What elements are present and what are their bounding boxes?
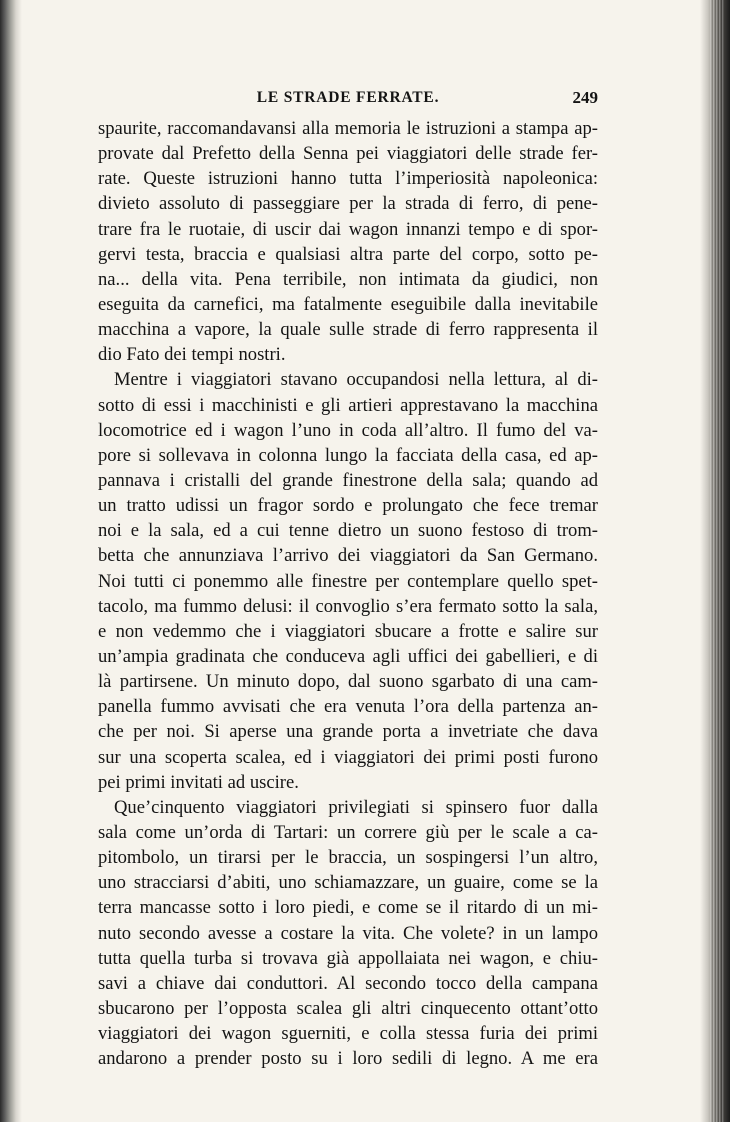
text-line: pei primi invitati ad uscire. bbox=[98, 771, 299, 793]
text-line: macchina a vapore, la quale sulle strade di ferro rappresenta il bbox=[98, 319, 598, 341]
text-line: sbucarono per l’opposta scalea gli altri cinquecento ottant’otto bbox=[98, 997, 598, 1019]
text-line: andarono a prender posto su i loro sedili di legno. A me era bbox=[98, 1048, 598, 1070]
text-line: nuto secondo avesse a costare la vita. Che volete? in un lampo bbox=[98, 922, 598, 944]
page-header bbox=[98, 89, 598, 111]
text-line: betta che annunziava l’arrivo dei viaggiatori da San Germano. bbox=[98, 545, 598, 567]
text-line: tacolo, ma fummo delusi: il convoglio s’era fermato sotto la sala, bbox=[98, 595, 598, 617]
text-line: dio Fato dei tempi nostri. bbox=[98, 344, 286, 366]
text-line: pannava i cristalli del grande finestrone della sala; quando ad bbox=[98, 469, 598, 491]
text-line: noi e la sala, ed a cui tenne dietro un suono festoso di trom- bbox=[98, 520, 598, 542]
text-line: divieto assoluto di passeggiare per la strada di ferro, di pene- bbox=[98, 193, 598, 215]
text-line: un’ampia gradinata che conduceva agli uffici dei gabellieri, e di bbox=[98, 645, 598, 667]
page-number: 249 bbox=[572, 88, 598, 107]
text-line: eseguita da carnefici, ma fatalmente eseguibile dalla inevitabile bbox=[98, 293, 598, 315]
running-title: LE STRADE FERRATE. bbox=[256, 89, 440, 106]
text-line: rate. Queste istruzioni hanno tutta l’imperiosità napoleonica: bbox=[98, 168, 598, 190]
text-line: che per noi. Si aperse una grande porta a invetriate che dava bbox=[98, 721, 598, 743]
text-line: provate dal Prefetto della Senna pei viaggiatori delle strade fer- bbox=[98, 143, 598, 165]
text-line: un tratto udissi un fragor sordo e prolungato che fece tremar bbox=[98, 495, 598, 517]
text-line: sotto di essi i macchinisti e gli artieri apprestavano la macchina bbox=[98, 394, 598, 416]
text-line: terra mancasse sotto i loro piedi, e come se il ritardo di un mi- bbox=[98, 897, 598, 919]
text-line: pitombolo, un tirarsi per le braccia, un sospingersi l’un altro, bbox=[98, 847, 598, 869]
text-line: spaurite, raccomandavansi alla memoria le istruzioni a stampa ap- bbox=[98, 118, 598, 139]
text-line: uno stracciarsi d’abiti, uno schiamazzare, un guaire, come se la bbox=[98, 872, 598, 894]
page-edge bbox=[700, 0, 730, 1122]
text-line: e non vedemmo che i viaggiatori sbucare a frotte e salire sur bbox=[98, 620, 598, 642]
text-line: savi a chiave dai conduttori. Al secondo tocco della campana bbox=[98, 972, 598, 994]
text-line: tutta quella turba si trovava già appollaiata nei wagon, e chiu- bbox=[98, 947, 598, 969]
text-line: gervi testa, braccia e qualsiasi altra parte del corpo, sotto pe- bbox=[98, 243, 598, 265]
text-line: pore si sollevava in colonna lungo la facciata della casa, ed ap- bbox=[98, 444, 598, 466]
text-line: locomotrice ed i wagon l’uno in coda all’altro. Il fumo del va- bbox=[98, 419, 598, 441]
body-text bbox=[98, 116, 598, 1071]
text-line: Que’cinquento viaggiatori privilegiati si spinsero fuor dalla bbox=[114, 796, 598, 818]
page-edge-lines bbox=[710, 0, 724, 1122]
text-line: trare fra le ruotaie, di uscir dai wagon innanzi tempo e di spor- bbox=[98, 218, 598, 240]
text-line: Mentre i viaggiatori stavano occupandosi nella lettura, al di- bbox=[114, 369, 598, 391]
binding-shadow bbox=[0, 0, 22, 1122]
text-line: Noi tutti ci ponemmo alle finestre per contemplare quello spet- bbox=[98, 570, 598, 592]
text-line: sur una scoperta scalea, ed i viaggiatori dei primi posti furono bbox=[98, 746, 598, 768]
text-line: na... della vita. Pena terribile, non intimata da giudici, non bbox=[98, 268, 598, 290]
text-line: viaggiatori dei wagon sguerniti, e colla stessa furia dei primi bbox=[98, 1023, 598, 1045]
text-line: sala come un’orda di Tartari: un correre giù per le scale a ca- bbox=[98, 821, 598, 843]
text-line: là partirsene. Un minuto dopo, dal suono sgarbato di una cam- bbox=[98, 671, 598, 693]
text-line: panella fummo avvisati che era venuta l’ora della partenza an- bbox=[98, 696, 598, 718]
